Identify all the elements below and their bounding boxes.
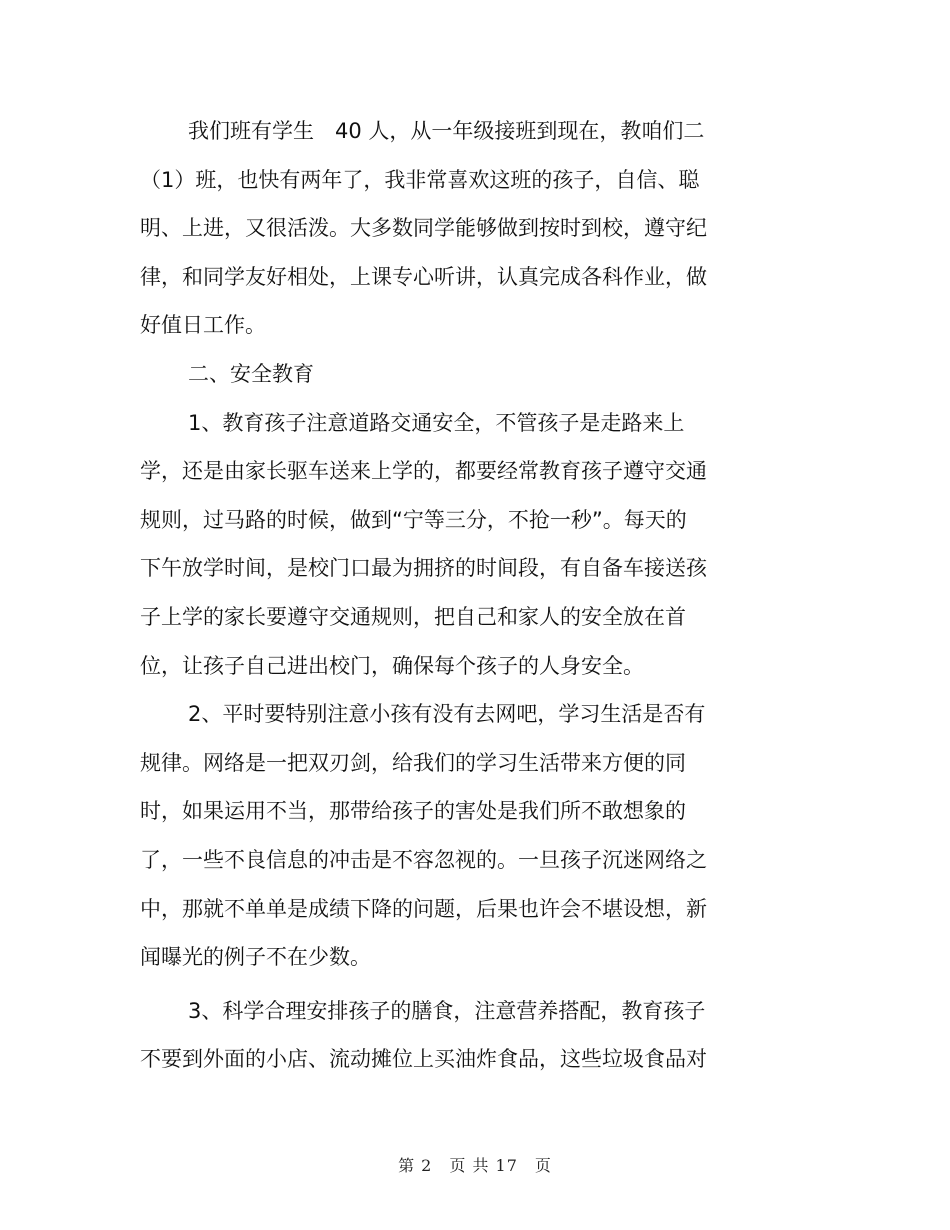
- text-line: 好值日工作。: [140, 313, 266, 338]
- text-line: 规律。网络是一把双刃剑，给我们的学习生活带来方便的同: [140, 750, 686, 775]
- page-number-label: 第 2 页 共 17 页: [398, 1156, 552, 1175]
- text-line: 3、科学合理安排孩子的膳食，注意营养搭配，教育孩子: [188, 998, 706, 1023]
- text-line: 2、平时要特别注意小孩有没有去网吧，学习生活是否有: [188, 702, 706, 727]
- text-line: 闻曝光的例子不在少数。: [140, 945, 371, 970]
- text-line: 了，一些不良信息的冲击是不容忽视的。一旦孩子沉迷网络之: [140, 847, 707, 872]
- heading-text: 二、安全教育: [188, 361, 314, 386]
- text-line: （1）班，也快有两年了，我非常喜欢这班的孩子，自信、聪: [140, 167, 700, 192]
- text-line: 中，那就不单单是成绩下降的问题，后果也许会不堪设想，新: [140, 896, 707, 921]
- text-line: 下午放学时间，是校门口最为拥挤的时间段，有自备车接送孩: [140, 556, 707, 581]
- text-line: 位，让孩子自己进出校门，确保每个孩子的人身安全。: [140, 653, 644, 678]
- text-line: 律，和同学友好相处，上课专心听讲，认真完成各科作业，做: [140, 264, 707, 289]
- section-heading: [140, 350, 740, 399]
- text-line: 规则，过马路的时候，做到“宁等三分，不抢一秒”。每天的: [140, 507, 687, 532]
- paragraph: [140, 107, 740, 350]
- document-body: [140, 107, 740, 1084]
- text-line: 时，如果运用不当，那带给孩子的害处是我们所不敢想象的: [140, 799, 686, 824]
- paragraph: [140, 399, 740, 691]
- text-line: 1、教育孩子注意道路交通安全，不管孩子是走路来上: [188, 410, 685, 435]
- text-line: 学，还是由家长驱车送来上学的，都要经常教育孩子遵守交通: [140, 459, 707, 484]
- text-line: 我们班有学生 40 人，从一年级接班到现在，教咱们二: [188, 119, 705, 143]
- page-footer: [0, 1153, 950, 1176]
- paragraph: [140, 987, 740, 1084]
- text-line: 不要到外面的小店、流动摊位上买油炸食品，这些垃圾食品对: [140, 1047, 707, 1072]
- text-line: 明、上进，又很活泼。大多数同学能够做到按时到校，遵守纪: [140, 216, 707, 241]
- paragraph: [140, 690, 740, 982]
- text-line: 子上学的家长要遵守交通规则，把自己和家人的安全放在首: [140, 604, 686, 629]
